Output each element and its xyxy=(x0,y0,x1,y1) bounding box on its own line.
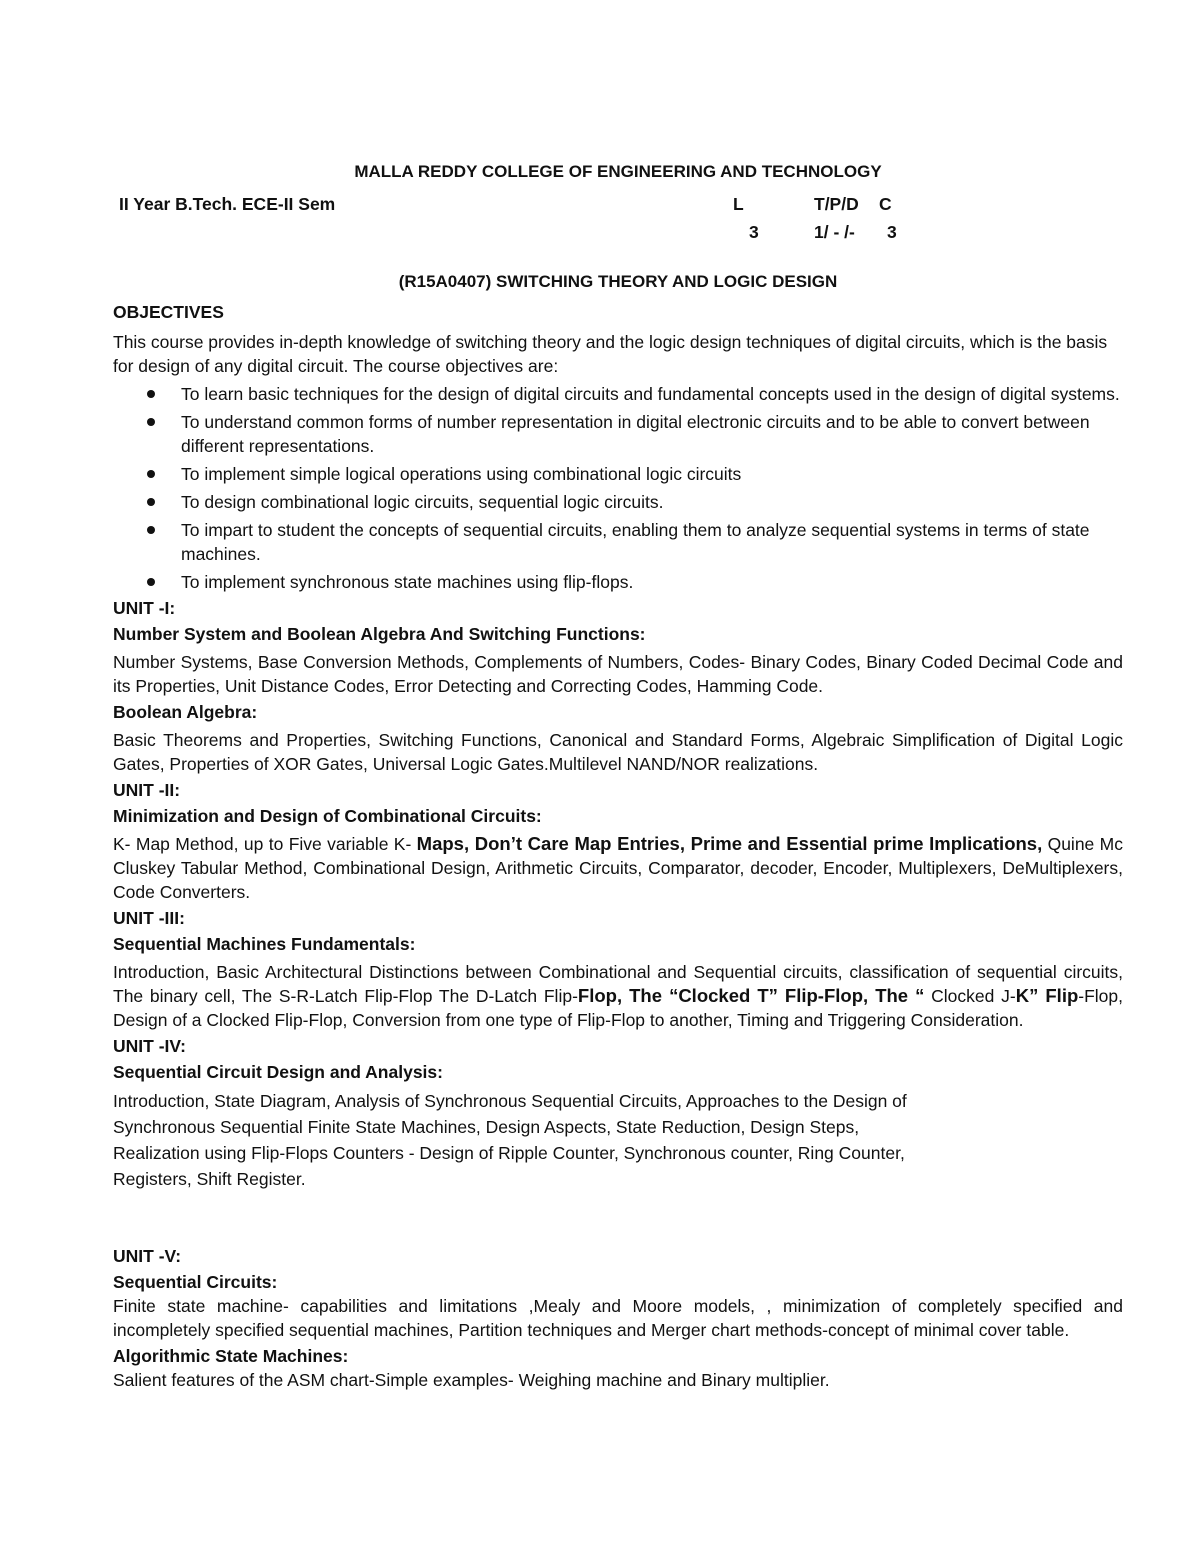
objective-item: To understand common forms of number representation in digital electronic circuits and to be able to convert between different representations. xyxy=(113,410,1123,458)
objectives-list xyxy=(113,382,1123,594)
unit-2-content: K- Map Method, up to Five variable K- Maps, Don’t Care Map Entries, Prime and Essential prime Implications, Quine Mc Cluskey Tabular Method, Combinational Design, Arithmetic Circuits, Comparator, decoder, Encoder, Multiplexers, DeMultiplexers, Code Converters. xyxy=(113,833,1123,902)
objectives-heading: OBJECTIVES xyxy=(113,302,224,322)
unit-1-subcontent: Basic Theorems and Properties, Switching Functions, Canonical and Standard Forms, Algebraic Simplification of Digital Logic Gates, Properties of XOR Gates, Universal Logic Gates.Multilevel NAND/NOR realizations. xyxy=(113,730,1123,774)
bullet-icon xyxy=(147,526,155,534)
unit-2-label: UNIT -II: xyxy=(113,780,181,800)
unit-2-title: Minimization and Design of Combinational Circuits: xyxy=(113,806,542,826)
objective-item: To learn basic techniques for the design of digital circuits and fundamental concepts used in the design of digital systems. xyxy=(113,382,1123,406)
credit-header: C xyxy=(879,194,892,214)
unit-4-content: Introduction, State Diagram, Analysis of Synchronous Sequential Circuits, Approaches to the Design of Synchronous Sequential Finite State Machines, Design Aspects, State Reduction, Design Steps, Realization using Flip-Flops Counters - Design of Ripple Counter, Synchronous counter, Ring Counter, Registers, Shift Register. xyxy=(113,1091,907,1189)
unit-5-title: Sequential Circuits: xyxy=(113,1272,278,1292)
semester-values-row xyxy=(113,220,1123,246)
unit-5-label: UNIT -V: xyxy=(113,1246,182,1266)
objective-item: To impart to student the concepts of sequential circuits, enabling them to analyze sequential systems in terms of state machines. xyxy=(113,518,1123,566)
semester-row xyxy=(113,192,1123,218)
unit-5-subcontent: Salient features of the ASM chart-Simple examples- Weighing machine and Binary multiplier. xyxy=(113,1370,830,1390)
unit-1-title: Number System and Boolean Algebra And Switching Functions: xyxy=(113,624,646,644)
semester-label: II Year B.Tech. ECE-II Sem xyxy=(119,194,336,214)
credit-value: 3 xyxy=(887,222,897,242)
bullet-icon xyxy=(147,418,155,426)
course-title: (R15A0407) SWITCHING THEORY AND LOGIC DESIGN xyxy=(398,272,838,291)
lecture-header: L xyxy=(733,194,744,214)
syllabus-page xyxy=(113,160,1123,1394)
objective-item: To implement simple logical operations using combinational logic circuits xyxy=(113,462,1123,486)
bullet-icon xyxy=(147,578,155,586)
tpd-value: 1/ - /- xyxy=(814,222,855,242)
unit-1-content: Number Systems, Base Conversion Methods, Complements of Numbers, Codes- Binary Codes, Binary Coded Decimal Code and its Properties, Unit Distance Codes, Error Detecting and Correcting Codes, Hamming Code. xyxy=(113,652,1123,696)
unit-5-subtitle: Algorithmic State Machines: xyxy=(113,1346,349,1366)
tpd-header: T/P/D xyxy=(814,194,859,214)
unit-5-content: Finite state machine- capabilities and limitations ,Mealy and Moore models, , minimization of completely specified and incompletely specified sequential machines, Partition techniques and Merger chart methods-concept of minimal cover table. xyxy=(113,1296,1123,1340)
bullet-icon xyxy=(147,470,155,478)
lecture-value: 3 xyxy=(749,222,759,242)
objectives-intro: This course provides in-depth knowledge of switching theory and the logic design techniques of digital circuits, which is the basis for design of any digital circuit. The course objectives are: xyxy=(113,332,1108,376)
bullet-icon xyxy=(147,390,155,398)
unit-1-label: UNIT -I: xyxy=(113,598,176,618)
objective-item: To design combinational logic circuits, sequential logic circuits. xyxy=(113,490,1123,514)
college-name: MALLA REDDY COLLEGE OF ENGINEERING AND TECHNOLOGY xyxy=(354,162,882,181)
unit-4-title: Sequential Circuit Design and Analysis: xyxy=(113,1062,443,1082)
unit-1-subtitle: Boolean Algebra: xyxy=(113,702,258,722)
unit-3-title: Sequential Machines Fundamentals: xyxy=(113,934,416,954)
bullet-icon xyxy=(147,498,155,506)
unit-3-label: UNIT -III: xyxy=(113,908,185,928)
objective-item: To implement synchronous state machines using flip-flops. xyxy=(113,570,1123,594)
unit-3-content: Introduction, Basic Architectural Distinctions between Combinational and Sequential circuits, classification of sequential circuits, The binary cell, The S-R-Latch Flip-Flop The D-Latch Flip-Flop, The “Clocked T” Flip-Flop, The “ Clocked J-K” Flip-Flop, Design of a Clocked Flip-Flop, Conversion from one type of Flip-Flop to another, Timing and Triggering Consideration. xyxy=(113,962,1123,1030)
unit-4-label: UNIT -IV: xyxy=(113,1036,186,1056)
